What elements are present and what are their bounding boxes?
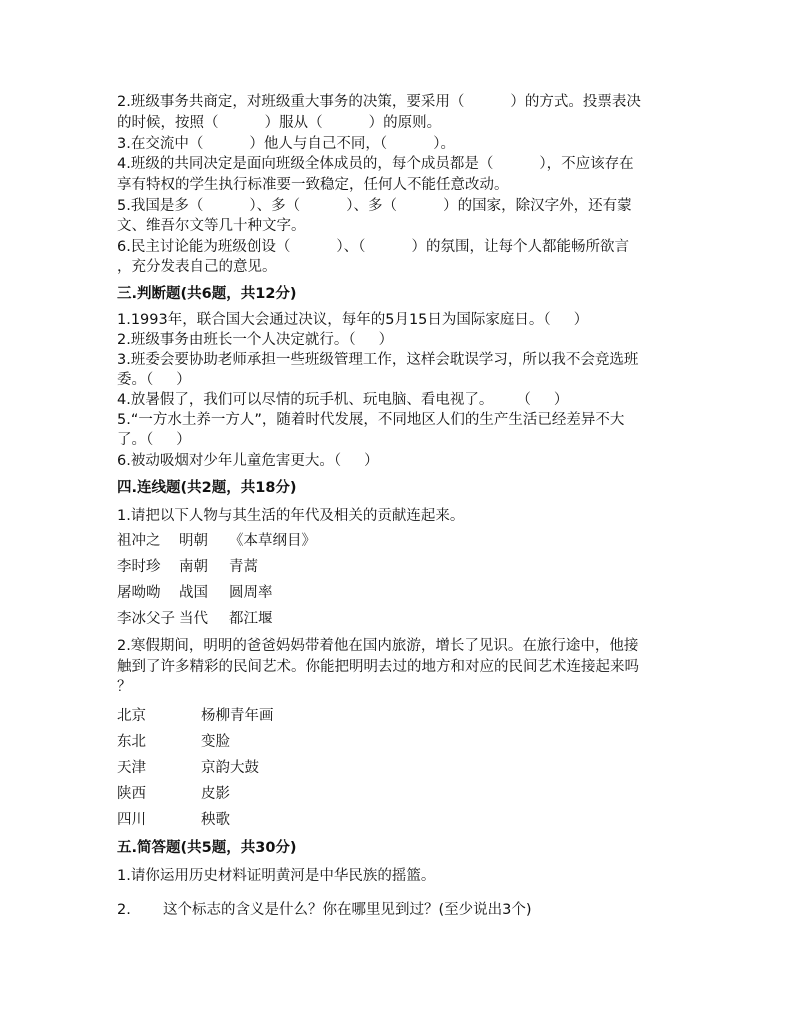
matching-q1-row [117,531,517,551]
match-contribution: 都江堰 [229,611,273,627]
judgment-q5-line1: 5.“一方水土养一方人”，随着时代发展，不同地区人们的生产生活已经差异不大 [117,412,625,428]
match-art: 皮影 [201,786,230,802]
fill-q4-line1: 4.班级的共同决定是面向班级全体成员的，每个成员都是（ ），不应该存在 [117,156,634,172]
match-era: 当代 [179,611,208,627]
match-art: 杨柳青年画 [201,708,274,724]
fill-q2-line1: 2.班级事务共商定，对班级重大事务的决策，要采用（ ）的方式。投票表决 [117,94,641,110]
fill-q5-line2: 文、维吾尔文等几十种文字。 [117,218,306,234]
matching-q2-row [117,758,417,778]
matching-q2-line3: ？ [117,679,132,695]
match-art: 秧歌 [201,812,230,828]
matching-q2-row [117,810,417,830]
fill-q4-line2: 享有特权的学生执行标准要一致稳定，任何人不能任意改动。 [117,177,509,193]
fill-q3: 3.在交流中（ ）他人与自己不同，（ ）。 [117,136,456,152]
matching-q2-row [117,784,417,804]
matching-q2-row [117,706,417,726]
judgment-q4: 4.放暑假了，我们可以尽情的玩手机、玩电脑、看电视了。 （ ） [117,392,569,408]
judgment-q3-line2: 委。（ ） [117,372,191,388]
fill-q2-line2: 的时候，按照（ ）服从（ ）的原则。 [117,115,442,131]
match-contribution: 青蒿 [229,559,258,575]
match-person: 屠呦呦 [117,585,161,601]
match-era: 战国 [179,585,208,601]
matching-q1-prompt: 1.请把以下人物与其生活的年代及相关的贡献连起来。 [117,508,465,524]
match-place: 陕西 [117,786,146,802]
short-answer-q1: 1.请你运用历史材料证明黄河是中华民族的摇篮。 [117,868,436,884]
fill-q6-line1: 6.民主讨论能为班级创设（ ）、（ ）的氛围，让每个人都能畅所欲言 [117,239,630,255]
matching-q2-line2: 触到了许多精彩的民间艺术。你能把明明去过的地方和对应的民间艺术连接起来吗 [117,659,639,675]
judgment-heading: 三.判断题(共6题，共12分) [117,286,297,302]
judgment-q6: 6.被动吸烟对少年儿童危害更大。（ ） [117,453,379,469]
match-person: 祖冲之 [117,533,161,549]
match-place: 东北 [117,734,146,750]
matching-q2-row [117,732,417,752]
matching-q1-row [117,609,517,629]
fill-q5-line1: 5.我国是多（ ）、多（ ）、多（ ）的国家，除汉字外，还有蒙 [117,198,632,214]
matching-q1-row [117,557,517,577]
judgment-q3-line1: 3.班委会要协助老师承担一些班级管理工作，这样会耽误学习，所以我不会竞选班 [117,352,639,368]
match-contribution: 圆周率 [229,585,273,601]
match-person: 李时珍 [117,559,161,575]
match-place: 天津 [117,760,146,776]
match-place: 四川 [117,812,146,828]
matching-q1-row [117,583,517,603]
judgment-q2: 2.班级事务由班长一个人决定就行。（ ） [117,332,394,348]
match-art: 京韵大鼓 [201,760,259,776]
matching-q2-line1: 2.寒假期间，明明的爸爸妈妈带着他在国内旅游，增长了见识。在旅行途中，他接 [117,638,639,654]
short-answer-q2-text: 这个标志的含义是什么？你在哪里见到过？(至少说出3个) [163,902,532,918]
match-art: 变脸 [201,734,230,750]
match-era: 南朝 [179,559,208,575]
match-place: 北京 [117,708,146,724]
judgment-q5-line2: 了。（ ） [117,432,191,448]
short-answer-heading: 五.简答题(共5题，共30分) [117,840,297,856]
match-person: 李冰父子 [117,611,175,627]
matching-heading: 四.连线题(共2题，共18分) [117,480,297,496]
match-era: 明朝 [179,533,208,549]
fill-q6-line2: ，充分发表自己的意见。 [117,259,277,275]
short-answer-q2 [117,900,617,920]
match-contribution: 《本草纲目》 [229,533,316,549]
judgment-q1: 1.1993年，联合国大会通过决议，每年的5月15日为国际家庭日。（ ） [117,312,589,328]
short-answer-q2-number: 2. [117,902,131,918]
